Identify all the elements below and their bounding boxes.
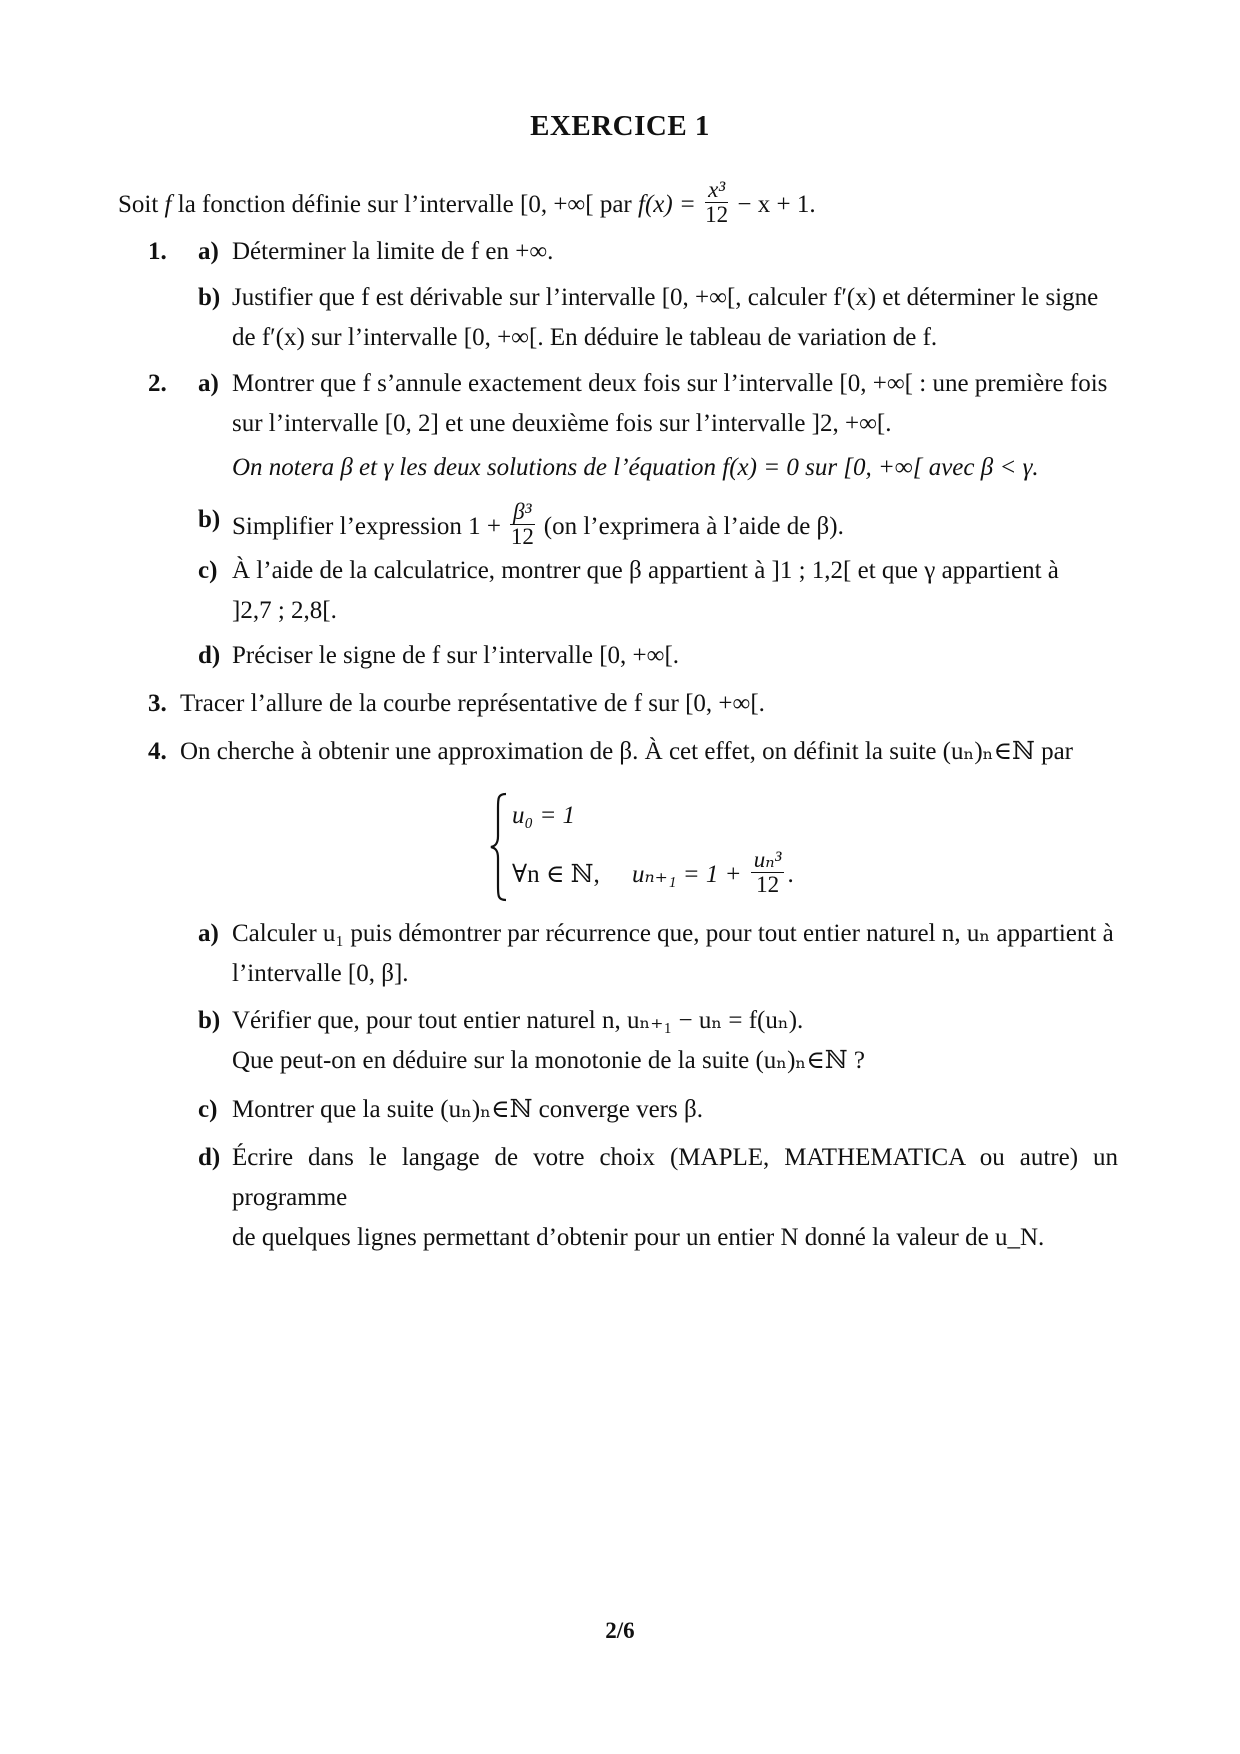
question-2c-text: À l’aide de la calculatrice, montrer que β appartient à ]1 ; 1,2[ et que γ appartient à ]2,7 ; 2,8[.: [232, 557, 1059, 624]
question-1b-label: b): [198, 284, 221, 311]
question-4d-label: d): [198, 1144, 221, 1171]
question-4-number: 4.: [148, 738, 167, 765]
question-1-number: 1.: [148, 238, 167, 265]
question-4d-text: Écrire dans le langage de votre choix (MAPLE, MATHEMATICA ou autre) un programme de quelques lignes permettant d’obtenir pour un entier N donné la valeur de u_N.: [232, 1144, 1118, 1251]
system-fraction: $\frac{\text{uₙ³}}{12}$: [751, 848, 785, 897]
question-4c-text: Montrer que la suite (uₙ)ₙ∈ℕ converge vers β.: [232, 1096, 703, 1123]
system-initial-term: u₀ = 1: [512, 802, 576, 829]
question-3-number: 3.: [148, 690, 167, 717]
question-1a-text: Déterminer la limite de f en +∞.: [232, 238, 554, 265]
question-4b-label: b): [198, 1007, 221, 1034]
recurrence-system: [490, 792, 810, 902]
question-4a-label: a): [198, 920, 219, 947]
question-2d-text: Préciser le signe de f sur l’intervalle [0, +∞[.: [232, 642, 680, 669]
exercise-title: EXERCICE 1: [530, 110, 710, 142]
question-2c-label: c): [198, 557, 218, 584]
question-4-text: On cherche à obtenir une approximation de β. À cet effet, on définit la suite (uₙ)ₙ∈ℕ par: [180, 738, 1073, 765]
intro-fraction: $\frac{\text{x³}}{12}$: [705, 177, 729, 227]
question-1a-label: a): [198, 238, 219, 265]
question-2d-label: d): [198, 642, 221, 669]
question-2-number: 2.: [148, 370, 167, 397]
question-4a-text: Calculer u₁ puis démontrer par récurrence que, pour tout entier naturel n, uₙ appartient à l’intervalle [0, β].: [232, 920, 1114, 987]
question-3-text: Tracer l’allure de la courbe représentative de f sur [0, +∞[.: [180, 690, 765, 717]
question-2a-text: Montrer que f s’annule exactement deux fois sur l’intervalle [0, +∞[ : une première fois sur l’intervalle [0, 2] et une deuxième fois sur l’intervalle ]2, +∞[.: [232, 370, 1108, 437]
left-brace: [490, 792, 508, 902]
question-2a-label: a): [198, 370, 219, 397]
question-1b-text: Justifier que f est dérivable sur l’intervalle [0, +∞[, calculer f′(x) et déterminer le signe de f′(x) sur l’intervalle [0, +∞[. En déduire le tableau de variation de f.: [232, 284, 1099, 351]
question-2a-note: On notera β et γ les deux solutions de l’équation f(x) = 0 sur [0, +∞[ avec β < γ.: [232, 454, 1039, 481]
question-2b-fraction: $\frac{\text{β³}}{12}$: [510, 499, 534, 549]
question-4b-text: Vérifier que, pour tout entier naturel n, uₙ₊₁ − uₙ = f(uₙ). Que peut-on en déduire sur la monotonie de la suite (uₙ)ₙ∈ℕ ?: [232, 1007, 865, 1074]
question-2b-text: Simplifier l’expression 1 + $\frac{\text{β³}}{12}$ (on l’exprimera à l’aide de β).: [232, 499, 844, 549]
intro-statement: Soit f la fonction définie sur l’intervalle [0, +∞[ par f(x) = $\frac{\text{x³}}{12}$ − x + 1.: [118, 177, 816, 227]
question-2b-label: b): [198, 506, 221, 533]
system-recurrence: ∀n ∈ ℕ, uₙ₊₁ = 1 + $\frac{\text{uₙ³}}{12}$ .: [512, 847, 794, 897]
page-number: 2/6: [605, 1618, 635, 1643]
question-4c-label: c): [198, 1096, 218, 1123]
